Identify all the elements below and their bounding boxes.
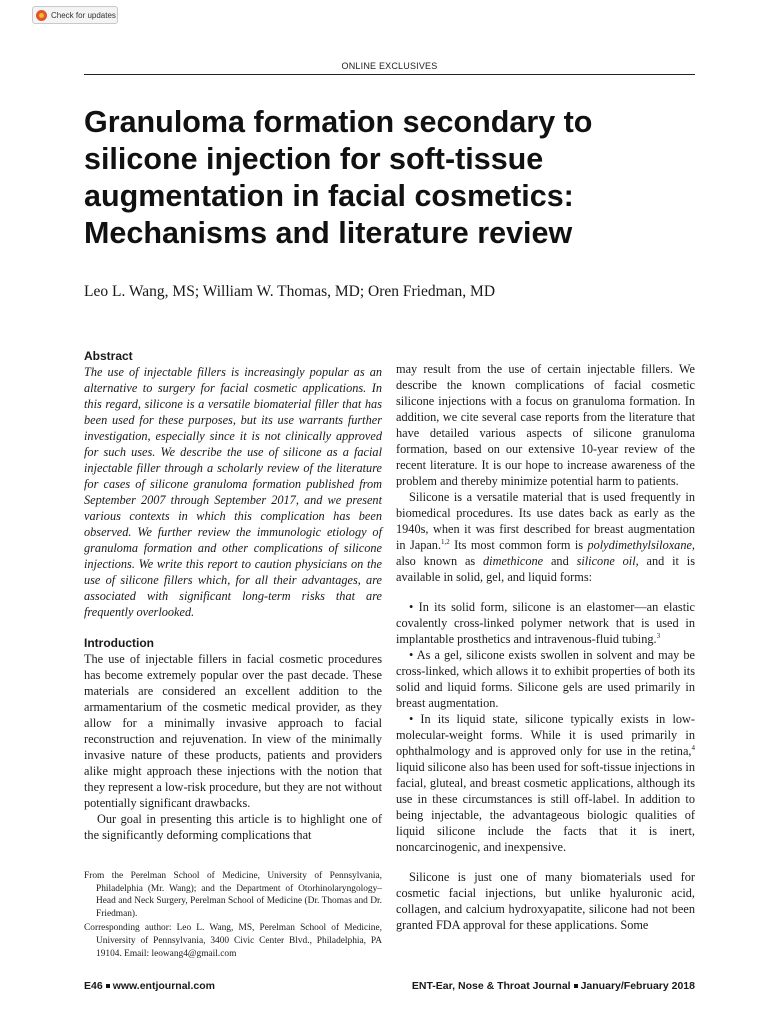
introduction-paragraph-1: The use of injectable fillers in facial cosmetic procedures has become extremely popular over the past decade. These materials are considered an excellent addition to the armamentarium of the cosmetic medical provider, as they allow for a minimally invasive approach to facial reconstruction and rejuvenation. In view of the minimally invasive nature of these products, patients and providers alike might approach these injections with the notion that they represent a low-risk procedure, but they are not without potentially significant drawbacks. <box>84 652 382 810</box>
journal-name: ENT-Ear, Nose & Throat Journal <box>411 980 571 992</box>
separator-square-icon <box>574 984 578 988</box>
affiliations <box>84 870 382 962</box>
right-column <box>396 361 695 933</box>
footer-left <box>84 980 215 992</box>
bullet-solid-form: • In its solid form, silicone is an elastomer—an elastic covalently cross-linked polymer network that is used in implantable prosthetics and intravenous-fluid tubing.$^3$ <box>396 600 695 646</box>
footer-right <box>412 980 695 992</box>
introduction-heading: Introduction <box>84 636 154 650</box>
check-for-updates-icon <box>36 10 47 21</box>
affiliation-from: From the Perelman School of Medicine, University of Pennsylvania, Philadelphia (Mr. Wang); and the Department of Otorhinolaryngology–Head and Neck Surgery, Perelman School of Medicine (Dr. Thomas and Dr. Friedman). <box>84 871 382 919</box>
body-paragraph-1: may result from the use of certain injectable fillers. We describe the known complications of facial cosmetic silicone injections with a focus on granuloma formation. In addition, we cite several case reports from the literature that have detailed various aspects of silicone granuloma formation, based on our extensive 10-year review of the recent literature. It is our hope to increase awareness of the problem and thereby minimize potential harm to patients. <box>396 362 695 488</box>
bullet-liquid-form: • In its liquid state, silicone typically exists in low-molecular-weight forms. While it is used primarily in ophthalmology and is approved only for use in the retina,$^4$ liquid silicone also has been used for soft-tissue injections in facial, gluteal, and breast cosmetic applications, although its use in these circumstances is still off-label. In addition to being injectable, the advantageous biologic qualities of liquid silicone include the facts that it is inert, noncarcinogenic, and inexpensive. <box>396 712 695 854</box>
abstract-heading: Abstract <box>84 349 133 363</box>
issue-date: January/February 2018 <box>580 980 695 992</box>
body-paragraph-3: Silicone is just one of many biomaterials used for cosmetic facial injections, but unlike hyaluronic acid, collagen, and calcium hydroxyapatite, silicone had not been granted FDA approval for these applications. Some <box>396 870 695 932</box>
left-column <box>84 348 382 843</box>
check-for-updates-button[interactable] <box>32 6 118 24</box>
abstract-text: The use of injectable fillers is increasingly popular as an alternative to surgery for facial cosmetic applications. In this regard, silicone is a versatile biomaterial filler that has been used for these purposes, but its use warrants further investigation, especially since it is not clinically approved for such uses. We describe the use of silicone as a facial injectable filler through a scholarly review of the literature for cases of silicone granuloma formation published from September 2007 through September 2017, and we present various contexts in which this complication has been observed. We further review the immunologic etiology of granuloma formation and other complications of silicone injections. We write this report to caution physicians on the use of silicone fillers which, for all their advantages, are associated with significant long-term risks that are frequently overlooked. <box>84 365 382 619</box>
body-paragraph-2: Silicone is a versatile material that is used frequently in biomedical procedures. Its use dates back as early as the 1940s, when it was first described for breast augmentation in Japan.$^{1,2}$ Its most common form is polydimethylsiloxane, also known as dimethicone and silicone oil, and it is available in solid, gel, and liquid forms: <box>396 490 696 584</box>
article-title: Granuloma formation secondary to silicone injection for soft-tissue augmentation in facial cosmetics: Mechanisms and literature review <box>84 105 593 250</box>
check-for-updates-label: Check for updates <box>51 10 116 20</box>
header-rule <box>84 74 695 75</box>
introduction-paragraph-2: Our goal in presenting this article is to highlight one of the significantly deforming complications that <box>84 812 382 842</box>
author-list: Leo L. Wang, MS; William W. Thomas, MD; Oren Friedman, MD <box>84 283 496 300</box>
journal-website-link[interactable]: www.entjournal.com <box>112 980 215 992</box>
separator-square-icon <box>106 984 110 988</box>
page-number: E46 <box>84 980 103 992</box>
section-label: ONLINE EXCLUSIVES <box>341 61 438 71</box>
corresponding-author: Corresponding author: Leo L. Wang, MS, Perelman School of Medicine, University of Pennsylvania, 3400 Civic Center Blvd., Philadelphia, PA 19104. Email: leowang4@gmail.com <box>84 923 382 959</box>
bullet-gel-form: • As a gel, silicone exists swollen in solvent and may be cross-linked, which allows it to exhibit properties of both its solid and liquid forms. Silicone gels are used primarily in breast augmentation. <box>396 648 695 710</box>
